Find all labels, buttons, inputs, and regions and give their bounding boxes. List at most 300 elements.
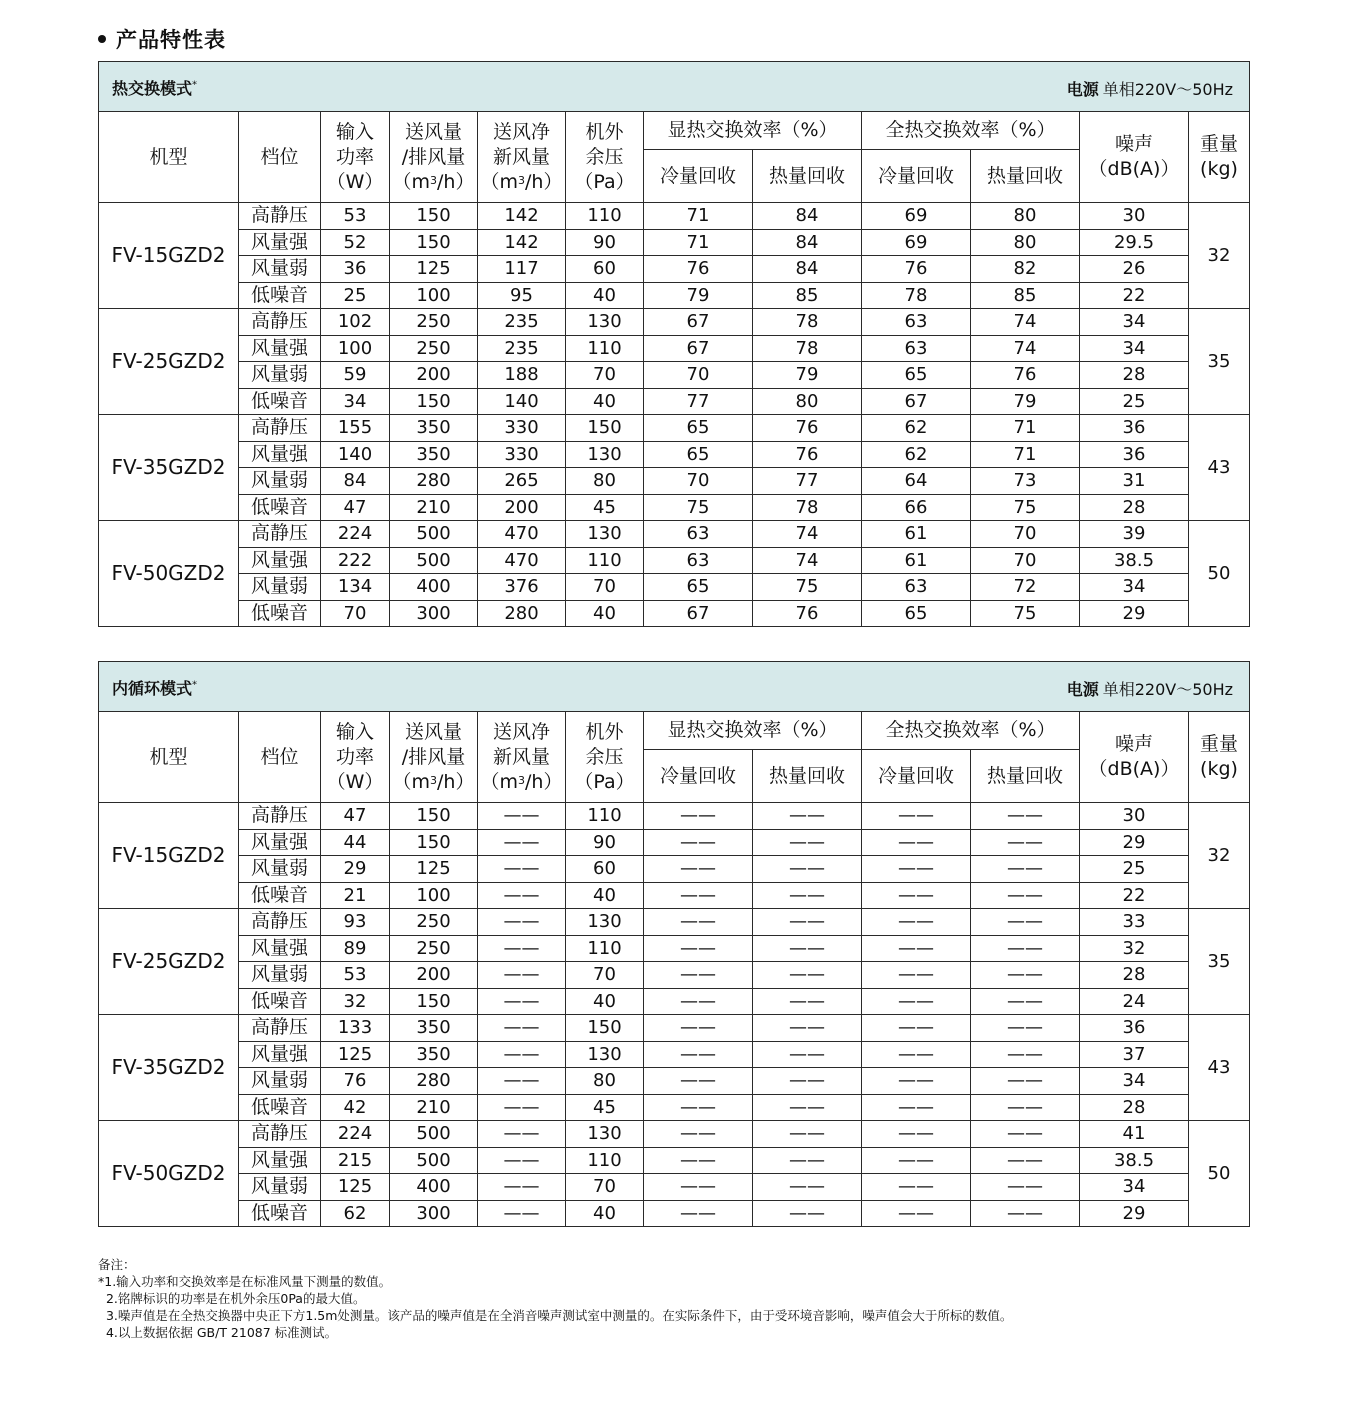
value-cell: 70 bbox=[644, 362, 753, 389]
value-cell: —— bbox=[644, 1015, 753, 1042]
notes bbox=[98, 1256, 1012, 1341]
value-cell: —— bbox=[644, 803, 753, 830]
unit-superscript: 3 bbox=[518, 173, 526, 187]
value-cell: —— bbox=[862, 1121, 971, 1148]
value-cell: —— bbox=[971, 882, 1080, 909]
value-cell: 350 bbox=[390, 415, 478, 442]
header-line: 机外 bbox=[585, 120, 624, 143]
value-cell: 215 bbox=[321, 1147, 390, 1174]
value-cell: —— bbox=[753, 1174, 862, 1201]
weight-header bbox=[1189, 712, 1250, 803]
value-cell: —— bbox=[644, 1094, 753, 1121]
value-cell: —— bbox=[478, 803, 566, 830]
value-cell: 350 bbox=[390, 441, 478, 468]
weight-value: 43 bbox=[1189, 415, 1250, 521]
value-cell: 78 bbox=[862, 282, 971, 309]
level-cell: 低噪音 bbox=[239, 600, 321, 627]
value-cell: 40 bbox=[566, 882, 644, 909]
value-cell: 62 bbox=[862, 415, 971, 442]
value-cell: 74 bbox=[971, 335, 1080, 362]
fresh-air-unit bbox=[478, 170, 565, 195]
value-cell: —— bbox=[644, 882, 753, 909]
value-cell: 133 bbox=[321, 1015, 390, 1042]
value-cell: 500 bbox=[390, 1121, 478, 1148]
value-cell: 70 bbox=[644, 468, 753, 495]
value-cell: 75 bbox=[971, 494, 1080, 521]
table-row bbox=[99, 229, 1250, 256]
level-cell: 风量强 bbox=[239, 935, 321, 962]
table-row bbox=[99, 203, 1250, 230]
value-cell: 90 bbox=[566, 829, 644, 856]
value-cell: 66 bbox=[862, 494, 971, 521]
value-cell: —— bbox=[644, 1147, 753, 1174]
value-cell: —— bbox=[971, 856, 1080, 883]
value-cell: —— bbox=[478, 829, 566, 856]
value-cell: 110 bbox=[566, 335, 644, 362]
value-cell: 150 bbox=[390, 203, 478, 230]
value-cell: 38.5 bbox=[1080, 547, 1189, 574]
value-cell: —— bbox=[753, 1121, 862, 1148]
mode-title bbox=[112, 76, 197, 99]
weight-value: 50 bbox=[1189, 1121, 1250, 1227]
table-row bbox=[99, 335, 1250, 362]
value-cell: —— bbox=[862, 1015, 971, 1042]
value-cell: 61 bbox=[862, 547, 971, 574]
heat-recovery-header: 热量回收 bbox=[753, 750, 862, 803]
value-cell: —— bbox=[862, 856, 971, 883]
model-name: FV-35GZD2 bbox=[99, 1015, 239, 1121]
value-cell: 45 bbox=[566, 1094, 644, 1121]
model-name: FV-15GZD2 bbox=[99, 203, 239, 309]
value-cell: —— bbox=[644, 829, 753, 856]
value-cell: 80 bbox=[566, 1068, 644, 1095]
value-cell: 350 bbox=[390, 1041, 478, 1068]
value-cell: 67 bbox=[644, 335, 753, 362]
value-cell: —— bbox=[478, 935, 566, 962]
note-line: 2.铭牌标识的功率是在机外余压0Pa的最大值。 bbox=[98, 1291, 366, 1306]
value-cell: 350 bbox=[390, 1015, 478, 1042]
value-cell: 40 bbox=[566, 988, 644, 1015]
power-label: 电源 bbox=[1066, 680, 1099, 699]
value-cell: 70 bbox=[321, 600, 390, 627]
value-cell: 222 bbox=[321, 547, 390, 574]
fresh-air-header bbox=[478, 712, 566, 803]
value-cell: 150 bbox=[390, 988, 478, 1015]
value-cell: 45 bbox=[566, 494, 644, 521]
value-cell: —— bbox=[971, 1174, 1080, 1201]
header-line: 噪声 bbox=[1114, 733, 1153, 755]
value-cell: —— bbox=[644, 962, 753, 989]
value-cell: —— bbox=[478, 1068, 566, 1095]
noise-header bbox=[1080, 112, 1189, 203]
value-cell: 59 bbox=[321, 362, 390, 389]
value-cell: —— bbox=[971, 1200, 1080, 1227]
value-cell: 150 bbox=[566, 1015, 644, 1042]
level-cell: 高静压 bbox=[239, 1121, 321, 1148]
value-cell: 47 bbox=[321, 803, 390, 830]
level-cell: 风量弱 bbox=[239, 362, 321, 389]
unit-text: /h） bbox=[437, 770, 475, 793]
level-cell: 风量弱 bbox=[239, 856, 321, 883]
noise-header bbox=[1080, 712, 1189, 803]
value-cell: 76 bbox=[644, 256, 753, 283]
mode-band bbox=[98, 61, 1250, 111]
header-line: 输入 bbox=[335, 120, 374, 143]
value-cell: 28 bbox=[1080, 962, 1189, 989]
unit-text: （m bbox=[392, 170, 431, 193]
table-row bbox=[99, 441, 1250, 468]
model-name: FV-15GZD2 bbox=[99, 803, 239, 909]
value-cell: 53 bbox=[321, 962, 390, 989]
value-cell: 78 bbox=[753, 494, 862, 521]
value-cell: 125 bbox=[321, 1174, 390, 1201]
value-cell: 76 bbox=[971, 362, 1080, 389]
value-cell: 32 bbox=[1080, 935, 1189, 962]
table-row bbox=[99, 856, 1250, 883]
airflow-unit bbox=[390, 170, 477, 195]
value-cell: 63 bbox=[862, 309, 971, 336]
value-cell: 79 bbox=[971, 388, 1080, 415]
value-cell: 73 bbox=[971, 468, 1080, 495]
value-cell: 75 bbox=[753, 574, 862, 601]
value-cell: 125 bbox=[390, 856, 478, 883]
value-cell: 90 bbox=[566, 229, 644, 256]
value-cell: 34 bbox=[1080, 309, 1189, 336]
value-cell: —— bbox=[478, 1174, 566, 1201]
cool-recovery-header: 冷量回收 bbox=[862, 150, 971, 203]
value-cell: 31 bbox=[1080, 468, 1189, 495]
weight-value: 32 bbox=[1189, 803, 1250, 909]
level-cell: 低噪音 bbox=[239, 1094, 321, 1121]
value-cell: 77 bbox=[753, 468, 862, 495]
value-cell: 36 bbox=[1080, 441, 1189, 468]
table-row bbox=[99, 1068, 1250, 1095]
table-row bbox=[99, 1041, 1250, 1068]
value-cell: —— bbox=[478, 856, 566, 883]
value-cell: 34 bbox=[1080, 1068, 1189, 1095]
weight-value: 32 bbox=[1189, 203, 1250, 309]
value-cell: 71 bbox=[971, 415, 1080, 442]
value-cell: 89 bbox=[321, 935, 390, 962]
value-cell: 76 bbox=[753, 441, 862, 468]
value-cell: 265 bbox=[478, 468, 566, 495]
table-row bbox=[99, 988, 1250, 1015]
value-cell: 75 bbox=[971, 600, 1080, 627]
unit-text: （m bbox=[392, 770, 431, 793]
header-row bbox=[99, 112, 1250, 150]
value-cell: 69 bbox=[862, 203, 971, 230]
value-cell: 100 bbox=[390, 882, 478, 909]
value-cell: 200 bbox=[478, 494, 566, 521]
heat-exchange-section bbox=[98, 61, 1250, 627]
value-cell: 300 bbox=[390, 1200, 478, 1227]
model-name: FV-50GZD2 bbox=[99, 1121, 239, 1227]
value-cell: 69 bbox=[862, 229, 971, 256]
note-line: *1.输入功率和交换效率是在标准风量下测量的数值。 bbox=[98, 1274, 392, 1289]
table-row bbox=[99, 256, 1250, 283]
level-cell: 风量强 bbox=[239, 1041, 321, 1068]
power-value: 单相220V～50Hz bbox=[1102, 680, 1233, 699]
value-cell: 80 bbox=[753, 388, 862, 415]
value-cell: 110 bbox=[566, 547, 644, 574]
input-power-header bbox=[321, 712, 390, 803]
value-cell: 63 bbox=[644, 547, 753, 574]
input-power-header bbox=[321, 112, 390, 203]
total-efficiency-header: 全热交换效率（%） bbox=[862, 712, 1080, 750]
value-cell: 21 bbox=[321, 882, 390, 909]
fresh-air-unit bbox=[478, 770, 565, 795]
table-row bbox=[99, 468, 1250, 495]
level-cell: 风量弱 bbox=[239, 574, 321, 601]
value-cell: —— bbox=[971, 988, 1080, 1015]
total-efficiency-header: 全热交换效率（%） bbox=[862, 112, 1080, 150]
value-cell: 25 bbox=[1080, 388, 1189, 415]
level-cell: 低噪音 bbox=[239, 988, 321, 1015]
value-cell: 40 bbox=[566, 600, 644, 627]
value-cell: 85 bbox=[971, 282, 1080, 309]
value-cell: —— bbox=[971, 935, 1080, 962]
value-cell: —— bbox=[862, 1147, 971, 1174]
value-cell: —— bbox=[862, 988, 971, 1015]
value-cell: —— bbox=[753, 1200, 862, 1227]
weight-value: 43 bbox=[1189, 1015, 1250, 1121]
value-cell: 72 bbox=[971, 574, 1080, 601]
unit-text: （m bbox=[480, 170, 519, 193]
fresh-air-line: 送风净 bbox=[492, 720, 550, 743]
unit-superscript: 3 bbox=[430, 773, 438, 787]
value-cell: —— bbox=[971, 803, 1080, 830]
header-row bbox=[99, 712, 1250, 750]
level-cell: 低噪音 bbox=[239, 1200, 321, 1227]
value-cell: 224 bbox=[321, 1121, 390, 1148]
value-cell: 93 bbox=[321, 909, 390, 936]
weight-value: 35 bbox=[1189, 909, 1250, 1015]
airflow-line: /排风量 bbox=[401, 745, 466, 768]
value-cell: 29.5 bbox=[1080, 229, 1189, 256]
value-cell: 77 bbox=[644, 388, 753, 415]
level-cell: 低噪音 bbox=[239, 282, 321, 309]
value-cell: 36 bbox=[321, 256, 390, 283]
value-cell: 280 bbox=[390, 1068, 478, 1095]
table-row bbox=[99, 1094, 1250, 1121]
value-cell: 34 bbox=[1080, 1174, 1189, 1201]
value-cell: 47 bbox=[321, 494, 390, 521]
value-cell: —— bbox=[862, 909, 971, 936]
value-cell: —— bbox=[478, 962, 566, 989]
value-cell: 67 bbox=[862, 388, 971, 415]
value-cell: 79 bbox=[753, 362, 862, 389]
table-row bbox=[99, 1174, 1250, 1201]
level-cell: 高静压 bbox=[239, 521, 321, 548]
value-cell: 80 bbox=[971, 203, 1080, 230]
model-header: 机型 bbox=[99, 712, 239, 803]
unit-text: /h） bbox=[525, 170, 563, 193]
value-cell: 70 bbox=[971, 547, 1080, 574]
value-cell: 64 bbox=[862, 468, 971, 495]
value-cell: 22 bbox=[1080, 882, 1189, 909]
value-cell: 102 bbox=[321, 309, 390, 336]
value-cell: —— bbox=[753, 882, 862, 909]
value-cell: 110 bbox=[566, 935, 644, 962]
fresh-air-line: 新风量 bbox=[492, 745, 550, 768]
value-cell: 29 bbox=[1080, 829, 1189, 856]
value-cell: 63 bbox=[644, 521, 753, 548]
header-line: 余压 bbox=[585, 145, 624, 168]
airflow-header bbox=[390, 712, 478, 803]
value-cell: —— bbox=[753, 1068, 862, 1095]
value-cell: 29 bbox=[1080, 1200, 1189, 1227]
level-cell: 风量弱 bbox=[239, 468, 321, 495]
value-cell: 75 bbox=[644, 494, 753, 521]
value-cell: 76 bbox=[862, 256, 971, 283]
value-cell: 71 bbox=[644, 229, 753, 256]
value-cell: 142 bbox=[478, 203, 566, 230]
level-cell: 风量弱 bbox=[239, 1068, 321, 1095]
value-cell: 250 bbox=[390, 935, 478, 962]
value-cell: —— bbox=[862, 829, 971, 856]
value-cell: 110 bbox=[566, 1147, 644, 1174]
value-cell: 34 bbox=[321, 388, 390, 415]
value-cell: 140 bbox=[321, 441, 390, 468]
value-cell: 84 bbox=[321, 468, 390, 495]
value-cell: 100 bbox=[390, 282, 478, 309]
value-cell: 110 bbox=[566, 203, 644, 230]
power-value: 单相220V～50Hz bbox=[1102, 80, 1233, 99]
value-cell: 65 bbox=[644, 574, 753, 601]
note-line: 备注： bbox=[98, 1257, 136, 1272]
header-line: （W） bbox=[326, 770, 384, 793]
value-cell: —— bbox=[478, 909, 566, 936]
value-cell: 76 bbox=[753, 600, 862, 627]
header-line: 输入 bbox=[335, 720, 374, 743]
value-cell: 32 bbox=[321, 988, 390, 1015]
value-cell: 150 bbox=[390, 803, 478, 830]
value-cell: 60 bbox=[566, 256, 644, 283]
airflow-line: 送风量 bbox=[404, 120, 462, 143]
value-cell: 40 bbox=[566, 388, 644, 415]
value-cell: 117 bbox=[478, 256, 566, 283]
level-cell: 风量强 bbox=[239, 441, 321, 468]
value-cell: 78 bbox=[753, 309, 862, 336]
airflow-line: /排风量 bbox=[401, 145, 466, 168]
value-cell: 29 bbox=[1080, 600, 1189, 627]
static-pressure-header bbox=[566, 112, 644, 203]
level-cell: 高静压 bbox=[239, 803, 321, 830]
value-cell: 376 bbox=[478, 574, 566, 601]
value-cell: 65 bbox=[644, 415, 753, 442]
value-cell: —— bbox=[971, 1041, 1080, 1068]
value-cell: —— bbox=[862, 1068, 971, 1095]
level-cell: 风量弱 bbox=[239, 1174, 321, 1201]
heat-recovery-header: 热量回收 bbox=[753, 150, 862, 203]
header-line: （Pa） bbox=[574, 170, 635, 193]
value-cell: 34 bbox=[1080, 574, 1189, 601]
value-cell: 24 bbox=[1080, 988, 1189, 1015]
header-line: 功率 bbox=[335, 145, 374, 168]
model-name: FV-25GZD2 bbox=[99, 909, 239, 1015]
value-cell: 110 bbox=[566, 803, 644, 830]
table-row bbox=[99, 935, 1250, 962]
value-cell: 74 bbox=[971, 309, 1080, 336]
value-cell: 74 bbox=[753, 521, 862, 548]
airflow-unit bbox=[390, 770, 477, 795]
mode-name: 内循环模式 bbox=[112, 679, 193, 698]
table-row bbox=[99, 309, 1250, 336]
sensible-efficiency-header: 显热交换效率（%） bbox=[644, 712, 862, 750]
value-cell: 28 bbox=[1080, 362, 1189, 389]
value-cell: 30 bbox=[1080, 803, 1189, 830]
value-cell: 36 bbox=[1080, 415, 1189, 442]
value-cell: 70 bbox=[566, 574, 644, 601]
value-cell: —— bbox=[753, 909, 862, 936]
value-cell: —— bbox=[478, 1015, 566, 1042]
value-cell: 70 bbox=[566, 1174, 644, 1201]
value-cell: 300 bbox=[390, 600, 478, 627]
table-row bbox=[99, 1121, 1250, 1148]
value-cell: 235 bbox=[478, 335, 566, 362]
header-line: (kg) bbox=[1200, 158, 1238, 180]
value-cell: —— bbox=[644, 1200, 753, 1227]
header-line: 机外 bbox=[585, 720, 624, 743]
mode-name: 热交换模式 bbox=[112, 79, 193, 98]
value-cell: 67 bbox=[644, 600, 753, 627]
level-cell: 高静压 bbox=[239, 415, 321, 442]
value-cell: 95 bbox=[478, 282, 566, 309]
header-line: 重量 bbox=[1199, 133, 1238, 155]
value-cell: 130 bbox=[566, 441, 644, 468]
value-cell: 38.5 bbox=[1080, 1147, 1189, 1174]
airflow-line: 送风量 bbox=[404, 720, 462, 743]
value-cell: 62 bbox=[862, 441, 971, 468]
table-row bbox=[99, 388, 1250, 415]
value-cell: —— bbox=[971, 1121, 1080, 1148]
value-cell: 150 bbox=[390, 229, 478, 256]
value-cell: 61 bbox=[862, 521, 971, 548]
value-cell: —— bbox=[753, 803, 862, 830]
airflow-header bbox=[390, 112, 478, 203]
table-row bbox=[99, 882, 1250, 909]
level-cell: 低噪音 bbox=[239, 882, 321, 909]
value-cell: 150 bbox=[390, 829, 478, 856]
level-cell: 高静压 bbox=[239, 203, 321, 230]
value-cell: —— bbox=[753, 935, 862, 962]
value-cell: 125 bbox=[321, 1041, 390, 1068]
value-cell: 30 bbox=[1080, 203, 1189, 230]
value-cell: —— bbox=[971, 962, 1080, 989]
value-cell: 63 bbox=[862, 574, 971, 601]
fresh-air-line: 送风净 bbox=[492, 120, 550, 143]
value-cell: 70 bbox=[971, 521, 1080, 548]
table-row bbox=[99, 962, 1250, 989]
value-cell: 65 bbox=[862, 362, 971, 389]
bullet-icon bbox=[98, 35, 106, 43]
level-cell: 风量强 bbox=[239, 547, 321, 574]
value-cell: 65 bbox=[644, 441, 753, 468]
level-cell: 风量强 bbox=[239, 1147, 321, 1174]
header-line: 余压 bbox=[585, 745, 624, 768]
value-cell: 500 bbox=[390, 1147, 478, 1174]
value-cell: —— bbox=[862, 882, 971, 909]
value-cell: —— bbox=[478, 1121, 566, 1148]
header-line: (kg) bbox=[1200, 758, 1238, 780]
value-cell: —— bbox=[862, 962, 971, 989]
unit-superscript: 3 bbox=[518, 773, 526, 787]
heat-recovery-header: 热量回收 bbox=[971, 750, 1080, 803]
value-cell: —— bbox=[862, 803, 971, 830]
value-cell: 44 bbox=[321, 829, 390, 856]
value-cell: 36 bbox=[1080, 1015, 1189, 1042]
value-cell: 67 bbox=[644, 309, 753, 336]
